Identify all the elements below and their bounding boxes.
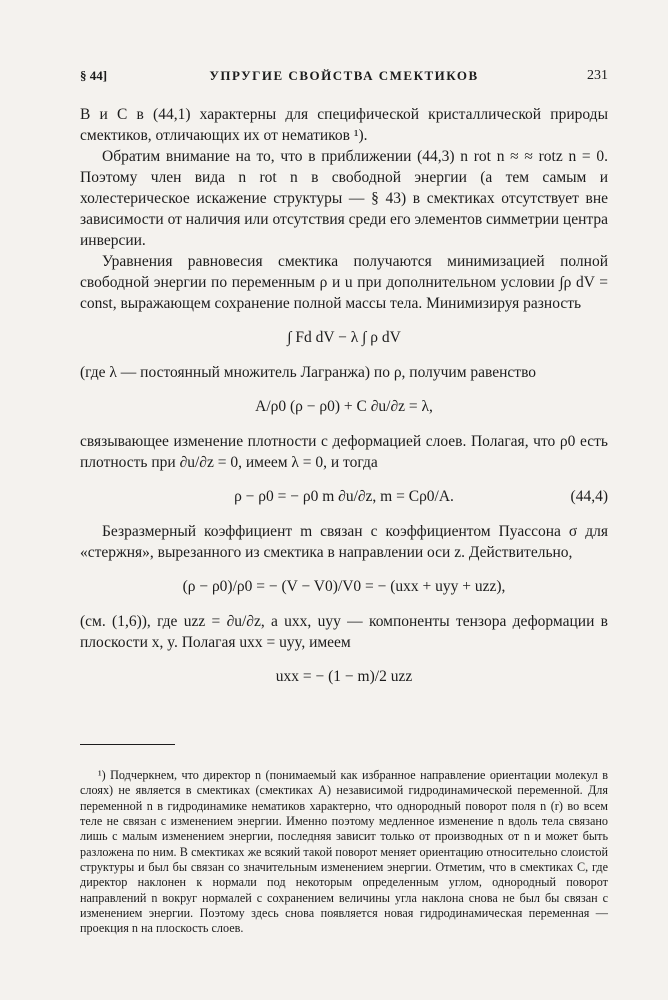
section-marker: § 44] (80, 68, 108, 83)
paragraph-5: связывающее изменение плотности с деформацией слоев. Полагая, что ρ0 есть плотность при ∂u/∂z = 0, имеем λ = 0, и тогда (80, 433, 608, 471)
running-head (80, 68, 608, 86)
paragraph-3: Уравнения равновесия смектика получаются минимизацией полной свободной энергии по переменным ρ и u при дополнительном условии ∫ρ dV = const, выражающем сохранение полной массы тела. Минимизируя разность (80, 253, 608, 312)
paragraph-7: (см. (1,6)), где uzz = ∂u/∂z, а uxx, uyy — компоненты тензора деформации в плоскости x, y. Полагая uxx = uyy, имеем (80, 613, 608, 651)
paragraph-1: B и C в (44,1) характерны для специфической кристаллической природы смектиков, отличающих их от нематиков ¹). (80, 106, 608, 144)
equation-variation (80, 390, 608, 424)
equation-5-text: uxx = − (1 − m)/2 uzz (275, 668, 413, 685)
equation-4-text: (ρ − ρ0)/ρ0 = − (V − V0)/V0 = − (uxx + uyy + uzz), (182, 578, 506, 595)
equation-44-4 (80, 480, 608, 514)
equation-1-text: ∫ Fd dV − λ ∫ ρ dV (287, 329, 401, 346)
equation-2-text: A/ρ0 (ρ − ρ0) + C ∂u/∂z = λ, (255, 398, 433, 415)
paragraph-4: (где λ — постоянный множитель Лагранжа) по ρ, получим равенство (80, 364, 537, 381)
equation-lagrange-functional (80, 321, 608, 355)
page-number: 231 (587, 68, 608, 83)
footnote-divider (80, 744, 175, 745)
equation-strain-relation (80, 660, 608, 694)
main-text (80, 104, 608, 701)
footnote: ¹) Подчеркнем, что директор n (понимаемый как избранное направление ориентации молекул в слоях) не является в смектиках (смектиках A) независимой гидродинамической переменной. Для переменной n в гидродинамике нематиков характерно, что однородный поворот поля n (r) во всем теле не связан с изменением энергии. Именно поэтому медленное изменение n вдоль тела связано лишь с малым изменением энергии, последняя зависит только от производных от n и может быть разложена по ним. В смектиках же всякий такой поворот меняет ориентацию относительно слоистой структуры и был бы связан со значительным изменением энергии. Отметим, что в смектиках C, где директор наклонен к нормали под некоторым определенным углом, однородный поворот направлений n вокруг нормалей с сохранением величины угла наклона снова не был бы связан с изменением энергии. Поэтому здесь снова появляется новая гидродинамическая переменная — проекция n на плоскость слоев. (80, 768, 608, 936)
chapter-title: УПРУГИЕ СВОЙСТВА СМЕКТИКОВ (209, 68, 479, 83)
paragraph-6: Безразмерный коэффициент m связан с коэффициентом Пуассона σ для «стержня», вырезанного из смектика в направлении оси z. Действительно, (80, 523, 608, 561)
paragraph-2: Обратим внимание на то, что в приближении (44,3) n rot n ≈ ≈ rotz n = 0. Поэтому член вида n rot n в свободной энергии (а тем самым и холестерическое искажение структуры — § 43) в смектиках отсутствует вне зависимости от наличия или отсутствия среди его элементов симметрии центра инверсии. (80, 148, 608, 249)
equation-volume-change (80, 570, 608, 604)
equation-number: (44,4) (570, 488, 608, 505)
equation-3-text: ρ − ρ0 = − ρ0 m ∂u/∂z, m = Cρ0/A. (234, 488, 454, 505)
